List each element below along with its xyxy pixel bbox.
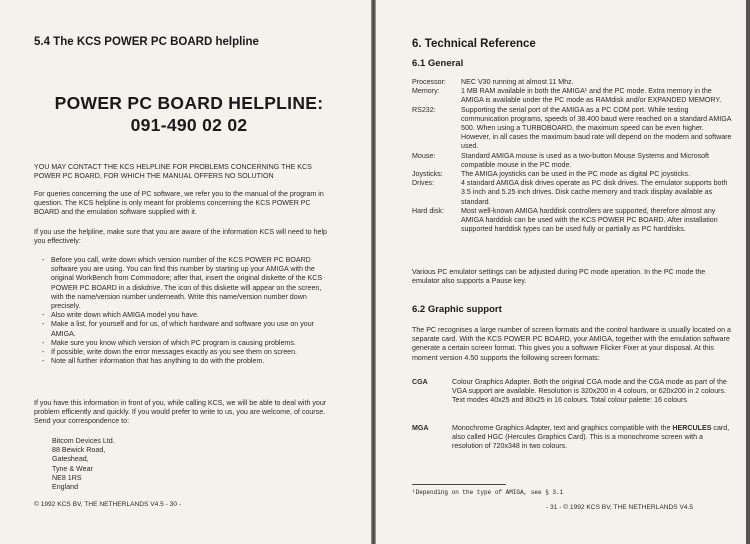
- checklist-item: - Note all further information that has anything to do with the problem.: [42, 357, 327, 366]
- emulator-settings-note: Various PC emulator settings can be adjusted during PC mode operation. In the PC mode the emulator also supports a Pause key.: [412, 268, 706, 286]
- helpline-checklist: [42, 256, 327, 366]
- right-page-footer: - 31 - © 1992 KCS BV, THE NETHERLANDS V4.5: [546, 504, 694, 511]
- spec-value: Standard AMIGA mouse is used as a two-button Mouse Systems and Microsoft compatible mouse in the PC mode.: [461, 151, 710, 169]
- technical-reference-title: 6. Technical Reference: [412, 38, 536, 50]
- spec-row: [412, 78, 734, 87]
- cga-description: Colour Graphics Adapter. Both the original CGA mode and the CGA mode as part of the VGA support are available. Resolution is 320x200 in 4 colours, or 620x200 in 2 colours. Text modes 40x25 and 80x25 in 16 colours. Total colour palette: 16 colours: [452, 378, 727, 405]
- footnote: ¹Depending on the type of AMIGA, see § 3.1: [412, 489, 564, 496]
- cga-entry: [412, 378, 734, 406]
- checklist-item: - Make a list, for yourself and for us, of which hardware and software you use on your AMIGA.: [42, 320, 327, 338]
- left-page: [0, 0, 371, 544]
- spec-label: Hard disk:: [412, 206, 444, 215]
- address-line: Bitcom Devices Ltd.: [52, 437, 115, 445]
- general-subtitle: 6.1 General: [412, 58, 464, 69]
- spec-label: Drives:: [412, 179, 435, 188]
- spec-value: 1 MB RAM available in both the AMIGA¹ and the PC mode. Extra memory in the AMIGA is available under the PC mode as RAMdisk and/or EXPANDED MEMORY.: [461, 87, 722, 105]
- checklist-item: - Before you call, write down which version number of the KCS POWER PC BOARD software you are using. You can find this number by starting up your AMIGA with the original WorkBench from Commodore; after that, insert the original diskette of the KCS POWER PC BOARD in a diskdrive. The icon of this diskette will appear on the screen, with the name/version number underneath. Write this name/version number down precisely.: [42, 256, 327, 311]
- postal-address: [52, 437, 115, 492]
- graphic-support-subtitle: 6.2 Graphic support: [412, 304, 502, 315]
- mga-text-part: card, also called HGC (Hercules Graphics Card). This is a monochrome screen with a resolution of 720x348 in two colours.: [452, 424, 730, 451]
- spec-label: Mouse:: [412, 151, 436, 160]
- address-line: Tyne & Wear: [52, 464, 93, 473]
- spec-label: Processor:: [412, 78, 446, 86]
- helpline-para-2: If you use the helpline, make sure that you are aware of the information KCS will need to help you effectively:: [34, 228, 327, 246]
- helpline-phone: 091-490 02 02: [130, 115, 248, 135]
- spec-label: RS232:: [412, 105, 436, 114]
- page-edge: [746, 0, 750, 544]
- address-line: 88 Bewick Road,: [52, 446, 106, 455]
- mga-label: MGA: [412, 424, 429, 432]
- helpline-para-1: For queries concerning the use of PC software, we refer you to the manual of the program in question. The KCS helpline is only meant for problems concerning the KCS POWER PC BOARD and the emulation software supplied with it.: [34, 190, 324, 217]
- hercules-term: HERCULES: [672, 424, 712, 432]
- left-page-footer: © 1992 KCS BV, THE NETHERLANDS V4.5 - 30 -: [34, 501, 182, 508]
- address-line: Gateshead,: [52, 455, 89, 464]
- mga-entry: [412, 424, 734, 452]
- helpline-section-title: 5.4 The KCS POWER PC BOARD helpline: [34, 36, 259, 48]
- checklist-item: - If possible, write down the error messages exactly as you see them on screen.: [42, 348, 327, 357]
- spec-label: Memory:: [412, 87, 440, 96]
- spec-value: NEC V30 running at almost 11 Mhz.: [461, 78, 574, 86]
- helpline-intro: YOU MAY CONTACT THE KCS HELPLINE FOR PROBLEMS CONCERNING THE KCS POWER PC BOARD, FOR WHICH THE MANUAL OFFERS NO SOLUTION: [34, 163, 312, 181]
- spec-value: Supporting the serial port of the AMIGA as a PC COM port. While testing communication programs, speeds of 38.400 baud were reached on a standard AMIGA 500. When using a TURBOBOARD, the maximum speed can be even higher. However, in all cases the maximum baud rate will depend on the modem and software used.: [461, 105, 732, 151]
- graphic-support-intro: The PC recognises a large number of screen formats and the control hardware is usually located on a separate card. With the KCS POWER PC BOARD, your AMIGA, together with the emulation software generate a certain screen format. This gives you a software Flicker Fixer at your disposal. At this moment version 4.50 supports the following screen formats:: [412, 326, 731, 362]
- spec-value: Most well-known AMIGA harddisk controllers are supported, therefore almost any AMIGA harddisk can be used with the KCS POWER PC BOARD. After installation supported harddisk types can be used fully or partially as PC harddisks.: [461, 206, 718, 234]
- spec-row: [412, 207, 734, 235]
- spec-row: [412, 152, 734, 170]
- spec-row: [412, 170, 734, 179]
- mga-text-part: Monochrome Graphics Adapter, text and graphics compatible with the: [452, 424, 673, 432]
- checklist-item: - Also write down which AMIGA model you have.: [42, 311, 327, 320]
- helpline-para-3: If you have this information in front of you, while calling KCS, we will be able to deal with your problem efficiently and quickly. If you would prefer to write to us, you are welcome, of course. Send your correspondence to:: [34, 399, 327, 426]
- footnote-rule: [412, 484, 506, 485]
- mga-description: [452, 424, 734, 452]
- spec-row: [412, 106, 734, 152]
- spec-row: [412, 179, 734, 207]
- spec-value: 4 standard AMIGA disk drives operate as PC disk drives. The emulator supports both 3.5 inch and 5.25 inch drives. Disk cache memory and track display available as standard.: [461, 179, 728, 206]
- spec-value: The AMIGA joysticks can be used in the PC mode as digital PC joysticks.: [461, 170, 691, 179]
- spec-table: [412, 78, 734, 234]
- address-line: NE8 1RS: [52, 473, 82, 482]
- cga-label: CGA: [412, 378, 428, 386]
- checklist-item: - Make sure you know which version of which PC program is causing problems.: [42, 339, 327, 348]
- address-line: England: [52, 483, 79, 492]
- spec-label: Joysticks:: [412, 170, 443, 179]
- helpline-headline: POWER PC BOARD HELPLINE:: [54, 93, 324, 113]
- spec-row: [412, 87, 734, 105]
